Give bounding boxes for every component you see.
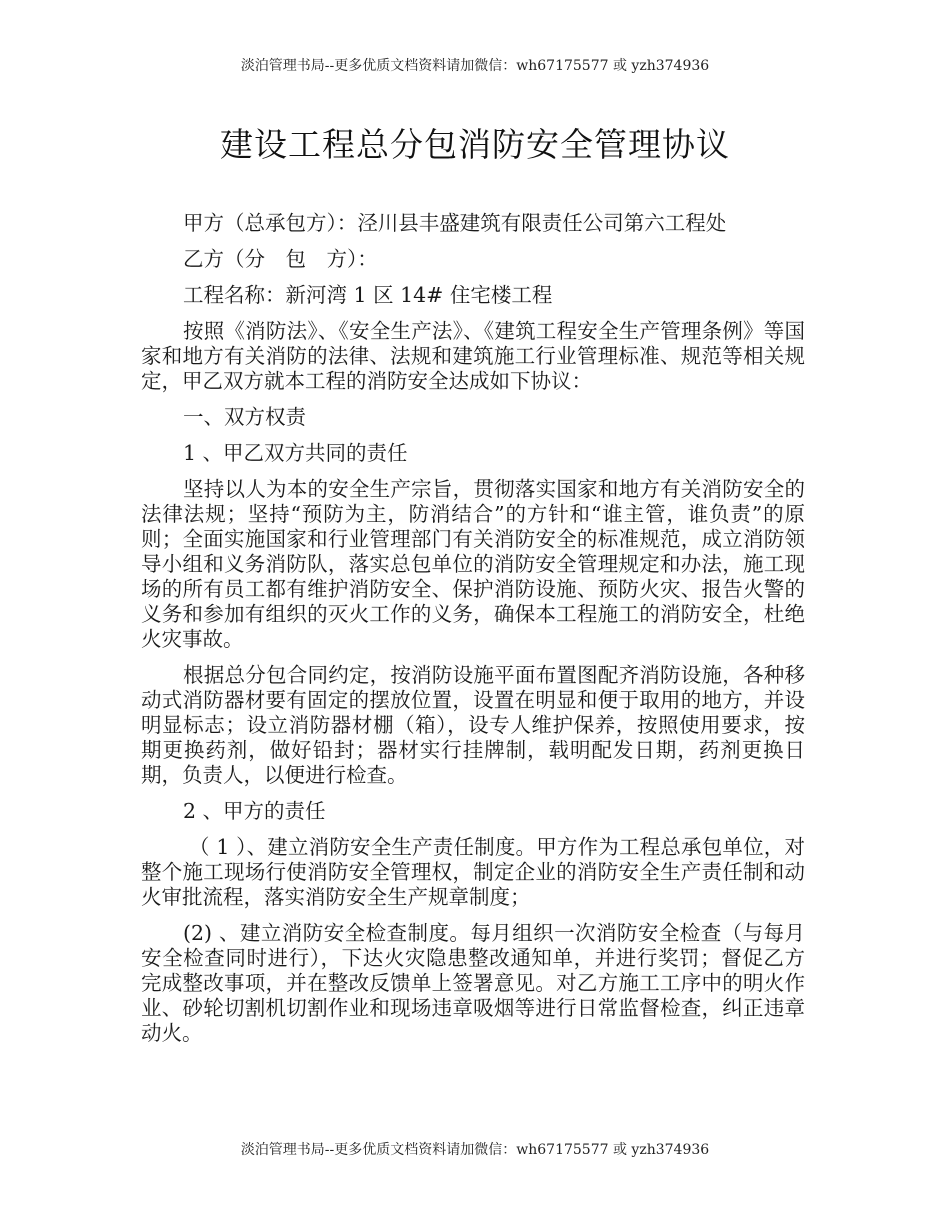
document-body — [141, 211, 805, 1057]
subsection-heading-party-a: 2 、甲方的责任 — [183, 799, 326, 823]
subsection-heading-joint: 1 、甲乙双方共同的责任 — [183, 441, 408, 465]
running-footer: 淡泊管理书局--更多优质文档资料请加微信：wh67175577 或 yzh374936 — [240, 1142, 710, 1158]
document-title: 建设工程总分包消防安全管理协议 — [220, 125, 730, 164]
preamble-paragraph: 按照《消防法》、《安全生产法》、《建筑工程安全生产管理条例》等国家和地方有关消防的法律、法规和建筑施工行业管理标准、规范等相关规定，甲乙双方就本工程的消防安全达成如下协议： — [141, 319, 805, 393]
party-b-line: 乙方（分 包 方）： — [183, 247, 378, 271]
running-header: 淡泊管理书局--更多优质文档资料请加微信：wh67175577 或 yzh374936 — [240, 58, 710, 74]
joint-responsibility-paragraph: 坚持以人为本的安全生产宗旨，贯彻落实国家和地方有关消防安全的法律法规；坚持“预防为主，防消结合”的方针和“谁主管，谁负责”的原则；全面实施国家和行业管理部门有关消防安全的标准规范，成立消防领导小组和义务消防队，落实总包单位的消防安全管理规定和办法，施工现场的所有员工都有维护消防安全、保护消防设施、预防火灾、报告火警的义务和参加有组织的灭火工作的义务，确保本工程施工的消防安全，杜绝火灾事故。 — [141, 477, 805, 651]
party-a-line: 甲方（总承包方）：泾川县丰盛建筑有限责任公司第六工程处 — [183, 211, 727, 235]
fire-equipment-paragraph: 根据总分包合同约定，按消防设施平面布置图配齐消防设施，各种移动式消防器材要有固定的摆放位置，设置在明显和便于取用的地方，并设明显标志；设立消防器材棚（箱），设专人维护保养，按照使用要求，按期更换药剂，做好铅封；器材实行挂牌制，载明配发日期，药剂更换日期，负责人，以便进行检查。 — [141, 663, 805, 787]
project-name-line: 工程名称：新河湾 1 区 14# 住宅楼工程 — [183, 283, 553, 307]
party-a-item-1: （ 1 ）、建立消防安全生产责任制度。甲方作为工程总承包单位，对整个施工现场行使消防安全管理权，制定企业的消防安全生产责任制和动火审批流程，落实消防安全生产规章制度； — [141, 835, 805, 909]
section-heading-rights: 一、双方权责 — [183, 405, 306, 429]
party-a-item-2: (2) 、建立消防安全检查制度。每月组织一次消防安全检查（与每月安全检查同时进行），下达火灾隐患整改通知单，并进行奖罚；督促乙方完成整改事项，并在整改反馈单上签署意见。对乙方施工工序中的明火作业、砂轮切割机切割作业和现场违章吸烟等进行日常监督检查，纠正违章动火。 — [141, 921, 805, 1045]
